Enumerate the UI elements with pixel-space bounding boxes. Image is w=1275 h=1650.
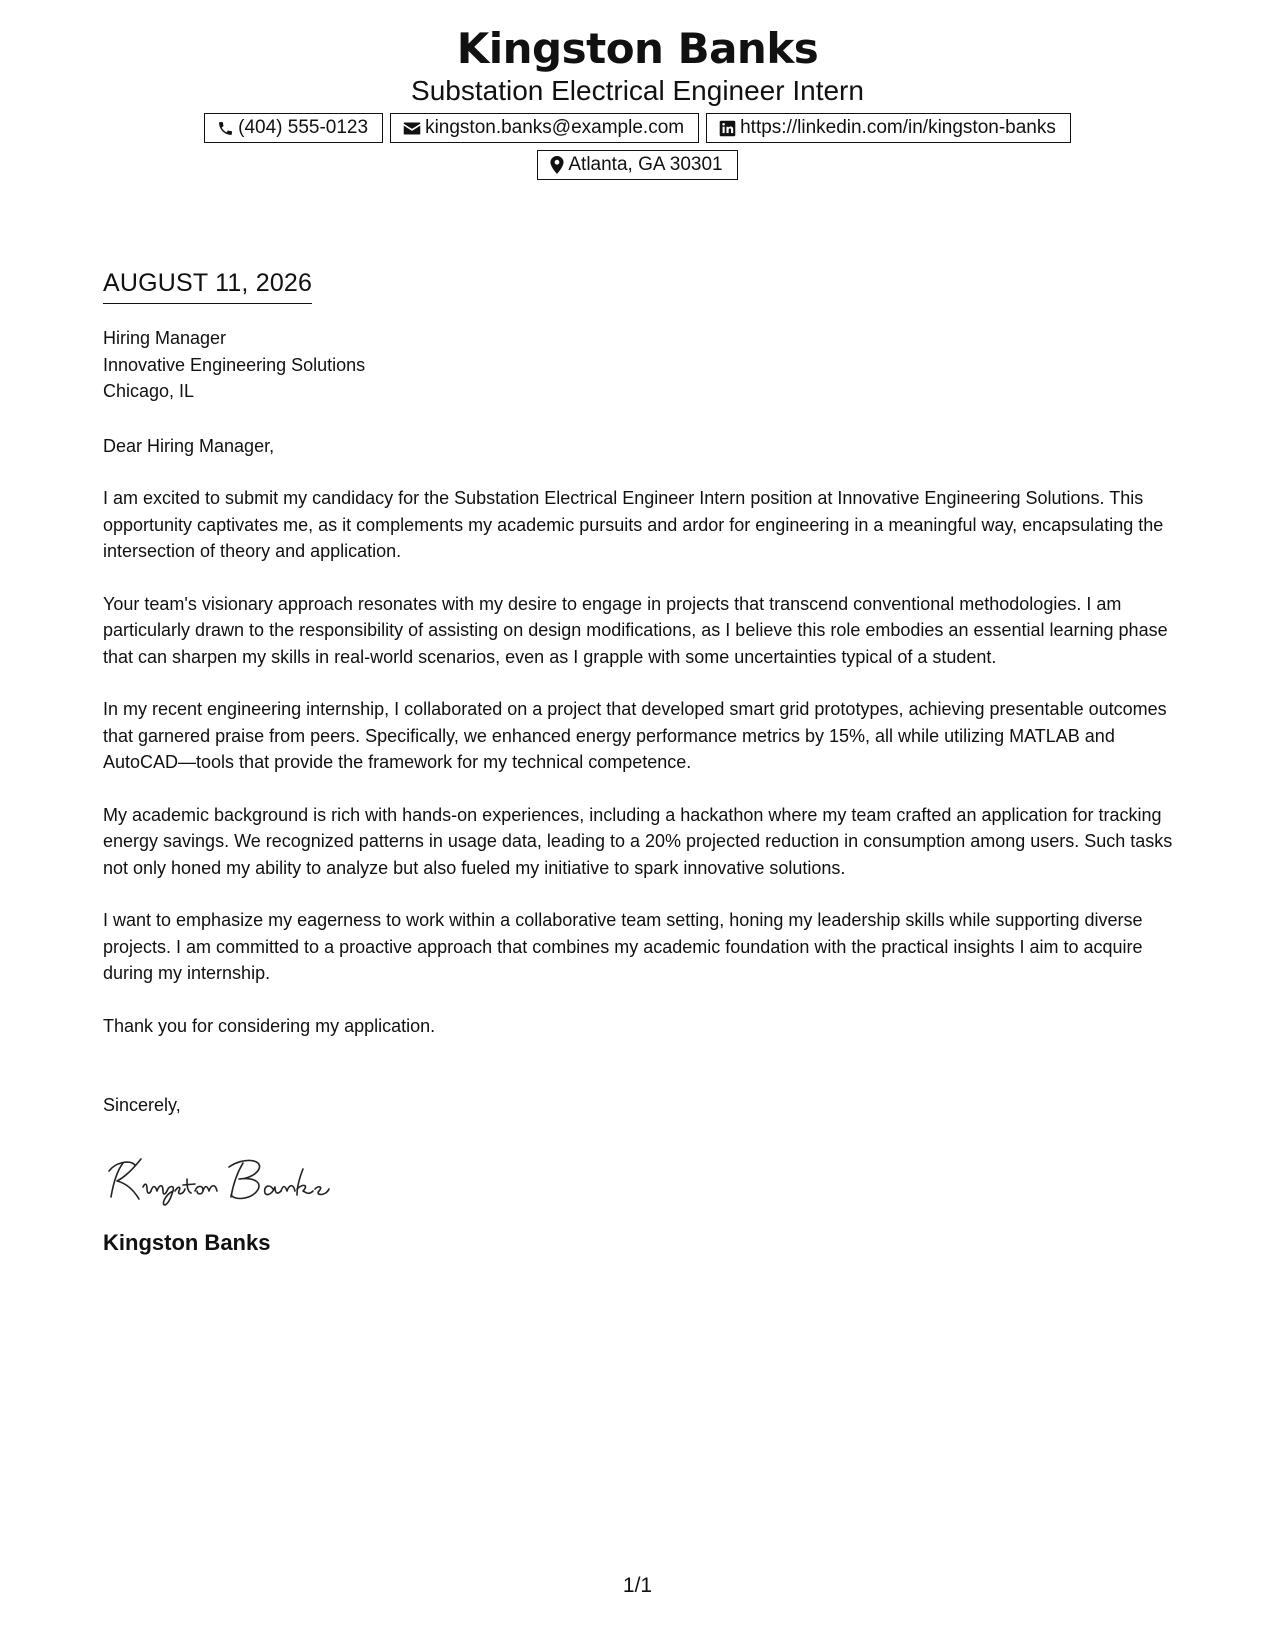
paragraph-3: In my recent engineering internship, I collaborated on a project that developed smart grid prototypes, achieving presentable outcomes that garnered praise from peers. Specifically, we enhanced energy performance metrics by 15%, all while utilizing MATLAB and AutoCAD—tools that provide the framework for my technical competence. [103,699,1167,772]
contact-email-text: kingston.banks@example.com [425,117,685,138]
closing: Sincerely, [103,1095,181,1115]
signature-drawing [103,1149,353,1209]
page-indicator: 1/1 [622,1574,653,1597]
recipient-block [103,325,1183,405]
letter-date: AUGUST 11, 2026 [103,268,312,304]
applicant-name: Kingston Banks [456,24,819,73]
paragraph-thanks: Thank you for considering my application. [103,1015,436,1036]
paragraph-5: I want to emphasize my eagerness to work within a collaborative team setting, honing my leadership skills while supporting diverse projects. I am committed to a proactive approach that combines my academic foundation with the practical insights I aim to acquire during my internship. [103,910,1143,983]
recipient-title: Hiring Manager [103,328,227,348]
contact-location-text: Atlanta, GA 30301 [568,154,723,175]
handwritten-signature [103,1149,1183,1209]
letter-body [103,268,1183,1257]
contact-linkedin-text: https://linkedin.com/in/kingston-banks [740,117,1056,138]
recipient-company: Innovative Engineering Solutions [103,354,366,375]
letterhead [0,22,1275,180]
paragraph-1: I am excited to submit my candidacy for the Substation Electrical Engineer Intern position at Innovative Engineering Solutions. This opportunity captivates me, as it complements my academic pursuits and ardor for engineering in a meaningful way, encapsulating the intersection of theory and application. [103,488,1164,561]
contact-row-2 [0,150,1275,180]
contact-phone[interactable] [204,113,383,143]
contact-phone-text: (404) 555-0123 [238,117,369,138]
location-pin-icon [550,156,564,174]
contact-email[interactable] [390,113,699,143]
contact-row [0,113,1275,143]
recipient-location: Chicago, IL [103,381,195,401]
salutation: Dear Hiring Manager, [103,435,275,456]
applicant-role: Substation Electrical Engineer Intern [411,75,864,106]
contact-linkedin[interactable] [706,113,1071,143]
signer-name: Kingston Banks [103,1229,271,1255]
linkedin-icon [719,120,736,137]
paragraph-4: My academic background is rich with hands-on experiences, including a hackathon where my team crafted an application for tracking energy savings. We recognized patterns in usage data, leading to a 20% projected reduction in consumption among users. Such tasks not only honed my ability to analyze but also fueled my initiative to spark innovative solutions. [103,804,1173,878]
paragraph-2: Your team's visionary approach resonates with my desire to engage in projects that transcend conventional methodologies. I am particularly drawn to the responsibility of assisting on design modifications, as I believe this role embodies an essential learning phase that can sharpen my skills in real-world scenarios, even as I grapple with some uncertainties typical of a student. [103,593,1168,667]
envelope-icon [403,121,421,136]
phone-icon [217,120,234,137]
contact-location[interactable] [537,150,737,180]
